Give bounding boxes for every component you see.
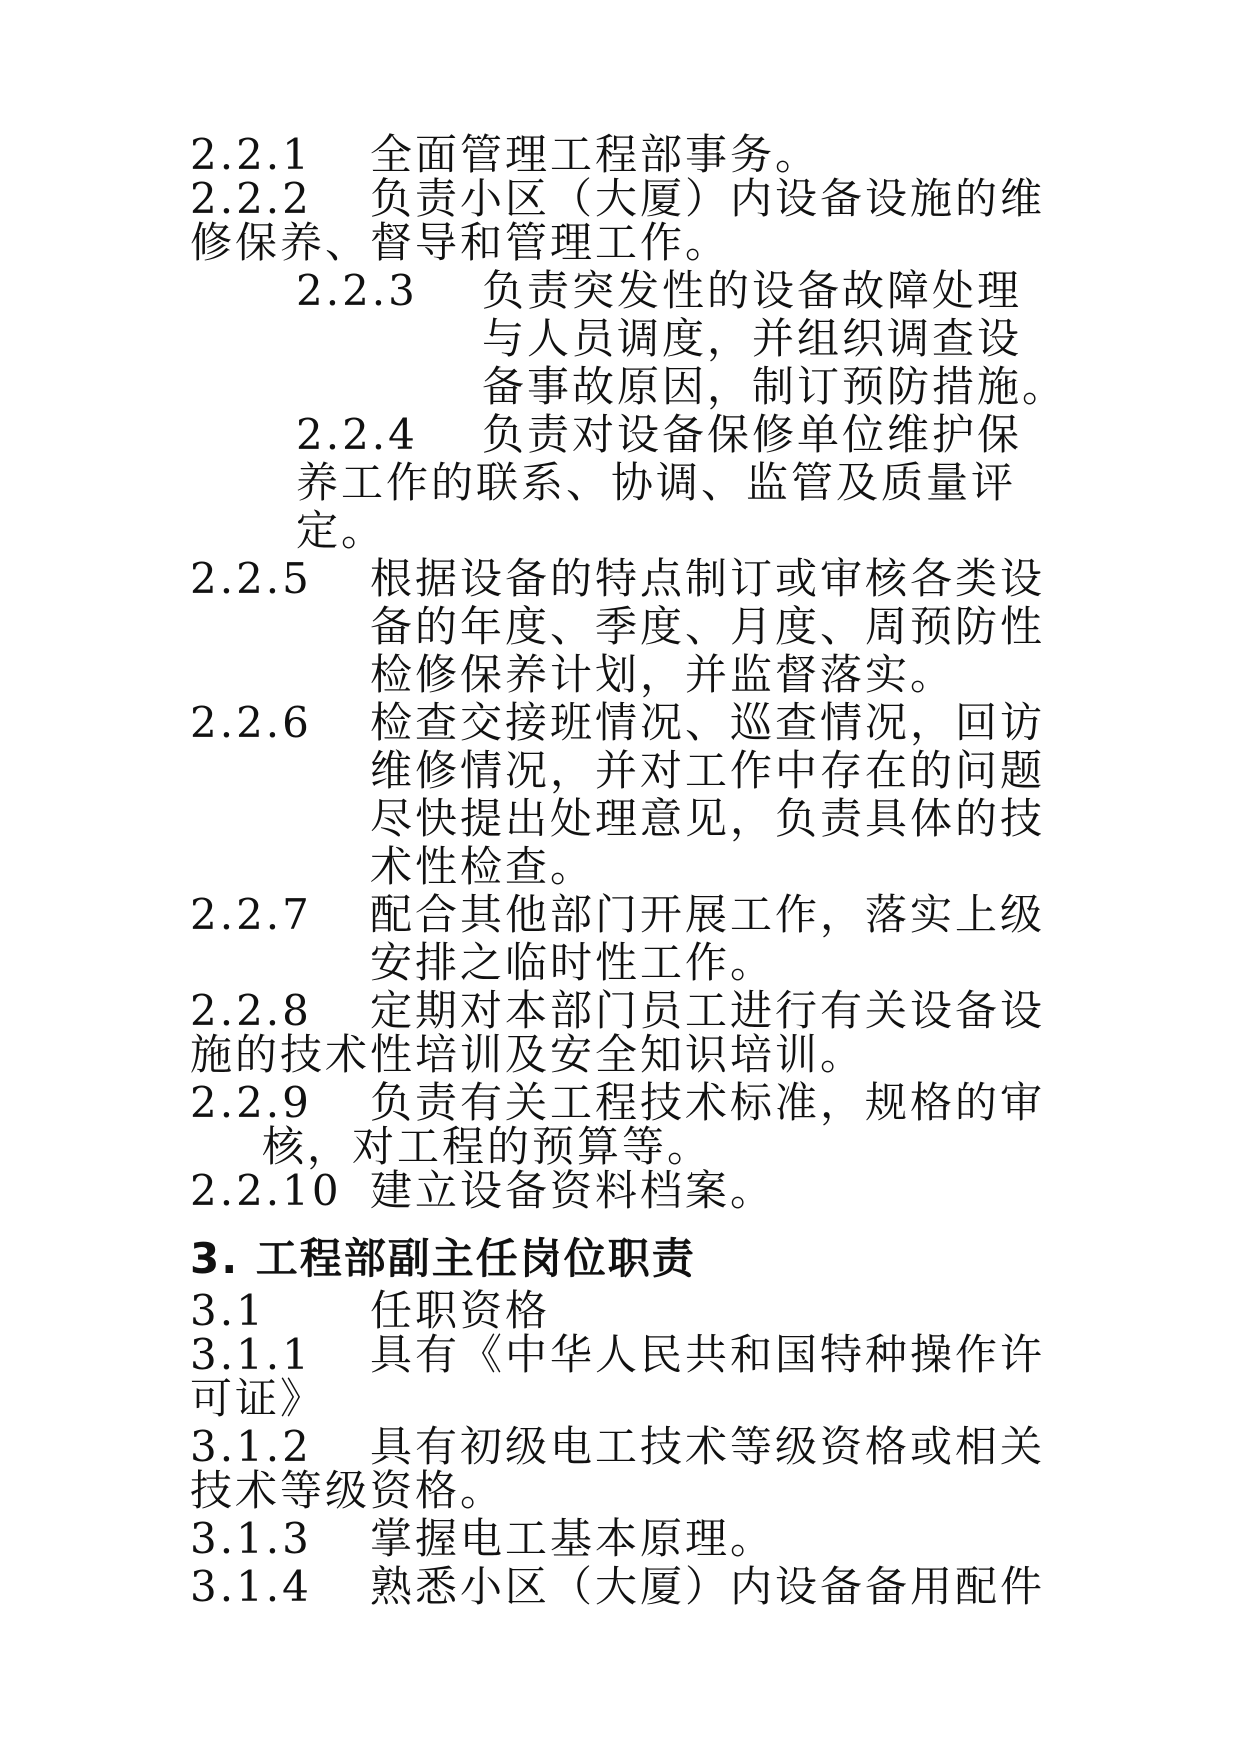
item-continuation: 尽快提出处理意见，负责具体的技 — [370, 794, 1046, 843]
item-continuation: 维修情况，并对工作中存在的问题 — [370, 746, 1046, 795]
item-number: 2.2.4 — [296, 410, 418, 459]
item-continuation: 定。 — [296, 506, 387, 555]
item-text: 具有《中华人民共和国特种操作许 — [370, 1330, 1046, 1379]
item-number: 2.2.5 — [190, 554, 312, 603]
section-heading: 3. 工程部副主任岗位职责 — [190, 1234, 696, 1283]
item-number: 3.1.3 — [190, 1514, 312, 1563]
item-continuation: 养工作的联系、协调、监管及质量评 — [296, 458, 1017, 507]
item-number: 3.1.2 — [190, 1422, 312, 1471]
item-continuation: 安排之临时性工作。 — [370, 938, 776, 987]
item-continuation: 可证》 — [190, 1374, 326, 1423]
item-continuation: 核，对工程的预算等。 — [262, 1122, 713, 1171]
item-number: 2.2.7 — [190, 890, 312, 939]
item-number: 3.1.4 — [190, 1562, 312, 1611]
item-text: 根据设备的特点制订或审核各类设 — [370, 554, 1046, 603]
item-number: 2.2.6 — [190, 698, 312, 747]
item-text: 掌握电工基本原理。 — [370, 1514, 776, 1563]
item-continuation: 检修保养计划，并监督落实。 — [370, 650, 956, 699]
item-continuation: 与人员调度，并组织调查设 — [482, 314, 1023, 363]
item-continuation: 备事故原因，制订预防措施。 — [482, 362, 1068, 411]
item-continuation: 技术等级资格。 — [190, 1466, 506, 1515]
item-number: 2.2.2 — [190, 174, 312, 223]
item-number: 3.1 — [190, 1286, 266, 1335]
item-number: 2.2.9 — [190, 1078, 312, 1127]
item-text: 配合其他部门开展工作，落实上级 — [370, 890, 1046, 939]
item-continuation: 修保养、督导和管理工作。 — [190, 218, 731, 267]
item-text: 负责有关工程技术标准，规格的审 — [370, 1078, 1046, 1127]
item-text: 负责对设备保修单位维护保 — [482, 410, 1023, 459]
item-text: 任职资格 — [370, 1286, 551, 1335]
item-text: 全面管理工程部事务。 — [370, 130, 821, 179]
item-number: 2.2.10 — [190, 1166, 342, 1215]
item-text: 定期对本部门员工进行有关设备设 — [370, 986, 1046, 1035]
item-continuation: 施的技术性培训及安全知识培训。 — [190, 1030, 866, 1079]
item-text: 检查交接班情况、巡查情况，回访 — [370, 698, 1046, 747]
item-text: 具有初级电工技术等级资格或相关 — [370, 1422, 1046, 1471]
item-number: 2.2.3 — [296, 266, 418, 315]
item-text: 负责突发性的设备故障处理 — [482, 266, 1023, 315]
item-continuation: 备的年度、季度、月度、周预防性 — [370, 602, 1046, 651]
item-number: 2.2.8 — [190, 986, 312, 1035]
item-number: 2.2.1 — [190, 130, 312, 179]
item-continuation: 术性检查。 — [370, 842, 596, 891]
item-number: 3.1.1 — [190, 1330, 312, 1379]
item-text: 负责小区（大厦）内设备设施的维 — [370, 174, 1046, 223]
item-text: 建立设备资料档案。 — [370, 1166, 776, 1215]
item-text: 熟悉小区（大厦）内设备备用配件 — [370, 1562, 1046, 1611]
